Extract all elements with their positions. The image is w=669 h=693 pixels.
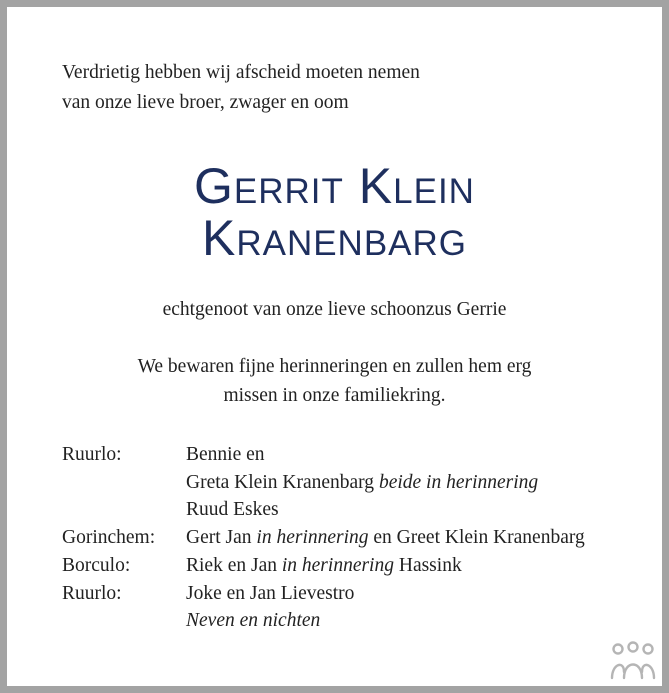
family-name-text: Greta Klein Kranenbarg xyxy=(186,471,379,493)
memory-line-1: We bewaren fijne herinneringen en zullen hem erg xyxy=(137,356,532,377)
spouse-line: echtgenoot van onze lieve schoonzus Gerrie xyxy=(162,299,507,320)
family-names xyxy=(186,580,354,608)
family-name-text: Ruud Eskes xyxy=(186,499,279,521)
family-names xyxy=(186,607,320,635)
family-name-text: en Greet Klein Kranenbarg xyxy=(368,527,585,549)
intro-line-2: van onze lieve broer, zwager en oom xyxy=(62,92,349,113)
family-note: in herinnering xyxy=(256,527,369,549)
family-note: Neven en nichten xyxy=(186,610,321,632)
intro-text xyxy=(62,58,420,118)
family-list xyxy=(62,441,585,635)
family-note: in herinnering xyxy=(281,554,394,576)
name-line-2: Kranenbarg xyxy=(201,210,468,266)
family-names xyxy=(186,441,265,469)
family-names xyxy=(186,552,462,580)
deceased-name xyxy=(0,160,669,264)
memory-text xyxy=(0,352,669,410)
family-row xyxy=(62,580,585,608)
family-place xyxy=(62,469,186,497)
family-names xyxy=(186,496,279,524)
family-place xyxy=(62,496,186,524)
family-names xyxy=(186,524,585,552)
family-place: Ruurlo: xyxy=(62,444,122,465)
family-names xyxy=(186,469,538,497)
family-name-text: Joke en Jan Lievestro xyxy=(186,582,355,604)
family-place xyxy=(62,607,186,635)
family-place: Borculo: xyxy=(62,554,131,576)
family-place: Ruurlo: xyxy=(62,582,122,604)
family-row xyxy=(62,607,585,635)
family-row xyxy=(62,441,585,469)
family-name-text: Riek en Jan xyxy=(186,554,282,576)
family-place: Gorinchem: xyxy=(62,527,156,549)
family-name-text: Hassink xyxy=(393,554,462,576)
family-name-text: Bennie en xyxy=(186,444,265,465)
name-line-1: Gerrit Klein xyxy=(194,158,475,214)
family-people-icon xyxy=(610,640,656,680)
family-row xyxy=(62,524,585,552)
intro-line-1: Verdrietig hebben wij afscheid moeten nemen xyxy=(62,62,420,83)
family-row xyxy=(62,469,585,497)
family-row xyxy=(62,552,585,580)
family-name-text: Gert Jan xyxy=(186,527,257,549)
family-row xyxy=(62,496,585,524)
family-note: beide in herinnering xyxy=(378,471,539,493)
memory-line-2: missen in onze familiekring. xyxy=(223,385,446,406)
